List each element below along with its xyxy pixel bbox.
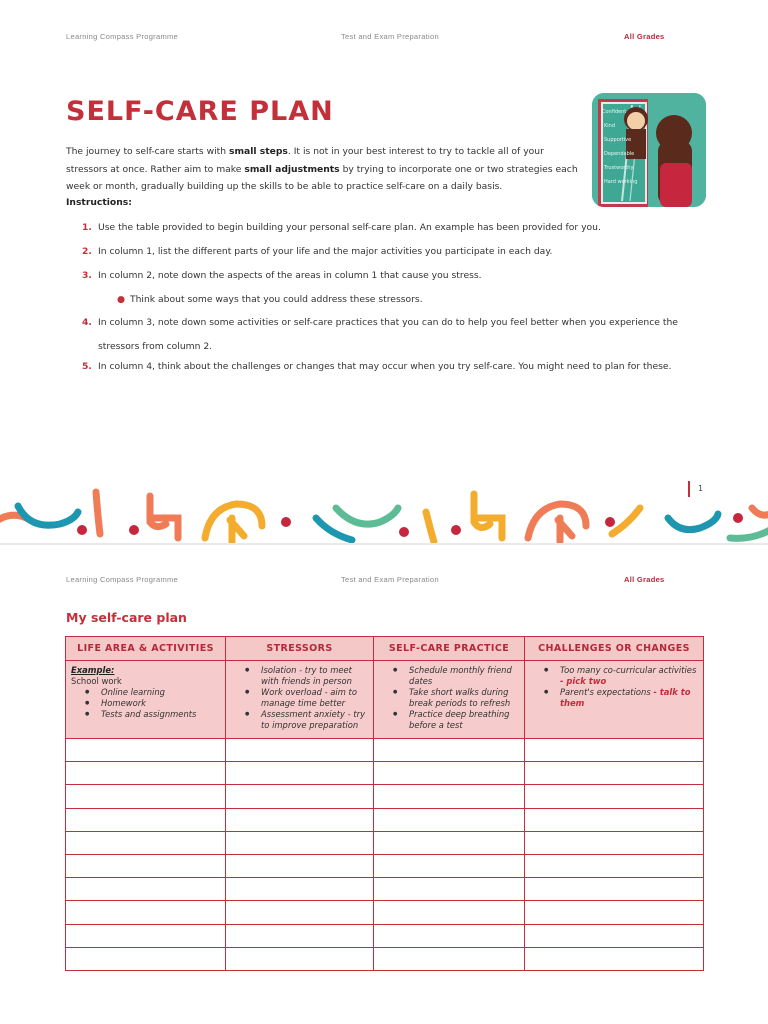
step-number: 4. — [82, 317, 92, 328]
blank-cell[interactable] — [525, 878, 704, 901]
blank-cell[interactable] — [525, 854, 704, 877]
table-row — [66, 878, 704, 901]
table-row — [66, 901, 704, 924]
blank-cell[interactable] — [66, 924, 226, 947]
decorative-squiggle-border — [0, 478, 768, 545]
intro-paragraph — [66, 143, 586, 196]
blank-cell[interactable] — [525, 924, 704, 947]
blank-cell[interactable] — [66, 878, 226, 901]
blank-cell[interactable] — [226, 785, 374, 808]
blank-cell[interactable] — [226, 901, 374, 924]
blank-cell[interactable] — [66, 739, 226, 762]
column-header-challenges: CHALLENGES OR CHANGES — [525, 637, 704, 661]
blank-cell[interactable] — [525, 762, 704, 785]
blank-cell[interactable] — [66, 901, 226, 924]
instructions-list — [66, 219, 706, 382]
example-label: Example: — [71, 665, 115, 675]
header-programme: Learning Compass Programme — [66, 575, 179, 584]
header-topic: Test and Exam Preparation — [341, 575, 439, 584]
blank-cell[interactable] — [226, 831, 374, 854]
step-number: 5. — [82, 361, 92, 372]
blank-cell[interactable] — [66, 785, 226, 808]
intro-text-3: by trying to incorporate one or two strategies each week or month, gradually building up the skills to be able to practice self-care on a daily basis. — [66, 163, 578, 192]
blank-cell[interactable] — [374, 739, 525, 762]
blank-cell[interactable] — [374, 785, 525, 808]
step-text: Use the table provided to begin building your personal self-care plan. An example has been provided for you. — [98, 222, 601, 233]
example-challenges-list — [530, 665, 698, 709]
example-row — [66, 661, 704, 739]
intro-bold-1: small steps — [228, 146, 288, 157]
intro-bold-2: small adjustments — [244, 163, 340, 175]
blank-cell[interactable] — [374, 854, 525, 877]
blank-cell[interactable] — [226, 739, 374, 762]
word-kind: Kind — [604, 123, 616, 129]
mirror-illustration-graphic — [592, 93, 706, 207]
word-trustworthy: Trustworthy — [604, 165, 634, 171]
intro-text-1: The journey to self-care starts with — [66, 146, 229, 157]
instruction-step — [66, 311, 706, 358]
challenge-text: Parent's expectations — [560, 687, 654, 697]
blank-cell[interactable] — [525, 785, 704, 808]
word-confident: Confident — [602, 109, 627, 115]
blank-cell[interactable] — [66, 762, 226, 785]
table-row — [66, 808, 704, 831]
table-row — [66, 831, 704, 854]
example-stressors-cell — [226, 661, 374, 739]
blank-cell[interactable] — [226, 808, 374, 831]
blank-cell[interactable] — [374, 762, 525, 785]
blank-cell[interactable] — [226, 854, 374, 877]
blank-cell[interactable] — [66, 831, 226, 854]
instruction-step — [66, 358, 706, 382]
header-topic: Test and Exam Preparation — [341, 32, 439, 41]
column-header-stressors: STRESSORS — [226, 637, 374, 661]
step-text: In column 1, list the different parts of your life and the major activities you participate in each day. — [98, 246, 553, 257]
header-programme: Learning Compass Programme — [66, 32, 179, 41]
self-care-plan-table — [65, 636, 704, 971]
blank-cell[interactable] — [374, 947, 525, 970]
word-hard-working: Hard working — [604, 179, 638, 185]
step-text: In column 2, note down the aspects of the areas in column 1 that cause you stress. — [98, 270, 482, 281]
blank-cell[interactable] — [374, 831, 525, 854]
running-header — [0, 575, 768, 587]
table-row — [66, 762, 704, 785]
mirror-illustration — [592, 93, 706, 207]
sub-bullet-text: Think about some ways that you could address these stressors. — [130, 294, 423, 305]
step-number: 1. — [82, 222, 92, 233]
list-item: ● Practice deep breathing before a test — [379, 709, 519, 731]
list-item: ● Isolation - try to meet with friends in person — [231, 665, 368, 687]
blank-cell[interactable] — [226, 924, 374, 947]
blank-cell[interactable] — [66, 947, 226, 970]
blank-cell[interactable] — [374, 808, 525, 831]
step-number: 3. — [82, 270, 92, 281]
column-header-life-area: LIFE AREA & ACTIVITIES — [66, 637, 226, 661]
page-title: SELF-CARE PLAN — [66, 96, 334, 127]
step-text: In column 3, note down some activities or self-care practices that you can do to help you feel better when you experience the stressors from column 2. — [98, 317, 678, 352]
blank-cell[interactable] — [525, 739, 704, 762]
blank-cell[interactable] — [66, 854, 226, 877]
blank-cell[interactable] — [374, 901, 525, 924]
section-heading: My self-care plan — [66, 610, 187, 625]
instruction-step — [66, 219, 706, 243]
table-row — [66, 785, 704, 808]
header-grades: All Grades — [624, 32, 665, 41]
list-item: ● Online learning — [71, 687, 220, 698]
page-2 — [0, 545, 768, 1024]
blank-cell[interactable] — [525, 808, 704, 831]
blank-cell[interactable] — [226, 947, 374, 970]
table-row — [66, 924, 704, 947]
blank-rows — [66, 739, 704, 971]
list-item: ● Take short walks during break periods to refresh — [379, 687, 519, 709]
example-area: School work — [71, 676, 122, 686]
challenge-highlight: - pick two — [560, 676, 607, 686]
page-number: 1 — [688, 481, 703, 497]
word-dependable: Dependable — [604, 151, 635, 157]
example-life-area-cell — [66, 661, 226, 739]
list-item: ● Schedule monthly friend dates — [379, 665, 519, 687]
list-item: ● Assessment anxiety - try to improve preparation — [231, 709, 368, 731]
table-row — [66, 947, 704, 970]
list-item — [530, 687, 698, 709]
challenge-text: Too many co-curricular activities — [560, 665, 697, 675]
intro-text-2: . It is not in your best interest to try to tackle all of your stressors at once. Rather aim to make — [66, 146, 544, 175]
blank-cell[interactable] — [66, 808, 226, 831]
word-supportive: Supportive — [604, 137, 632, 143]
instruction-step — [66, 243, 706, 267]
blank-cell[interactable] — [374, 924, 525, 947]
blank-cell[interactable] — [525, 831, 704, 854]
blank-cell[interactable] — [374, 878, 525, 901]
challenge-highlight: - talk to them — [560, 687, 691, 708]
bullet-icon: ● — [117, 294, 126, 305]
table-row — [66, 854, 704, 877]
step-text: In column 4, think about the challenges or changes that may occur when you try self-care. You might need to plan for these. — [98, 361, 672, 372]
table-row — [66, 739, 704, 762]
example-practice-cell — [374, 661, 525, 739]
list-item: ● Tests and assignments — [71, 709, 220, 720]
blank-cell[interactable] — [525, 901, 704, 924]
table-header-row — [66, 637, 704, 661]
running-header — [0, 32, 768, 44]
column-header-self-care-practice: SELF-CARE PRACTICE — [374, 637, 525, 661]
list-item: ● Homework — [71, 698, 220, 709]
example-practice-list — [379, 665, 519, 731]
instructions-heading: Instructions: — [66, 197, 132, 208]
example-stressors-list — [231, 665, 368, 731]
blank-cell[interactable] — [226, 878, 374, 901]
list-item: ● Work overload - aim to manage time better — [231, 687, 368, 709]
blank-cell[interactable] — [525, 947, 704, 970]
header-grades: All Grades — [624, 575, 665, 584]
list-item — [530, 665, 698, 687]
example-challenges-cell — [525, 661, 704, 739]
blank-cell[interactable] — [226, 762, 374, 785]
example-activities-list — [71, 687, 220, 720]
instruction-step — [66, 267, 706, 291]
step-number: 2. — [82, 246, 92, 257]
